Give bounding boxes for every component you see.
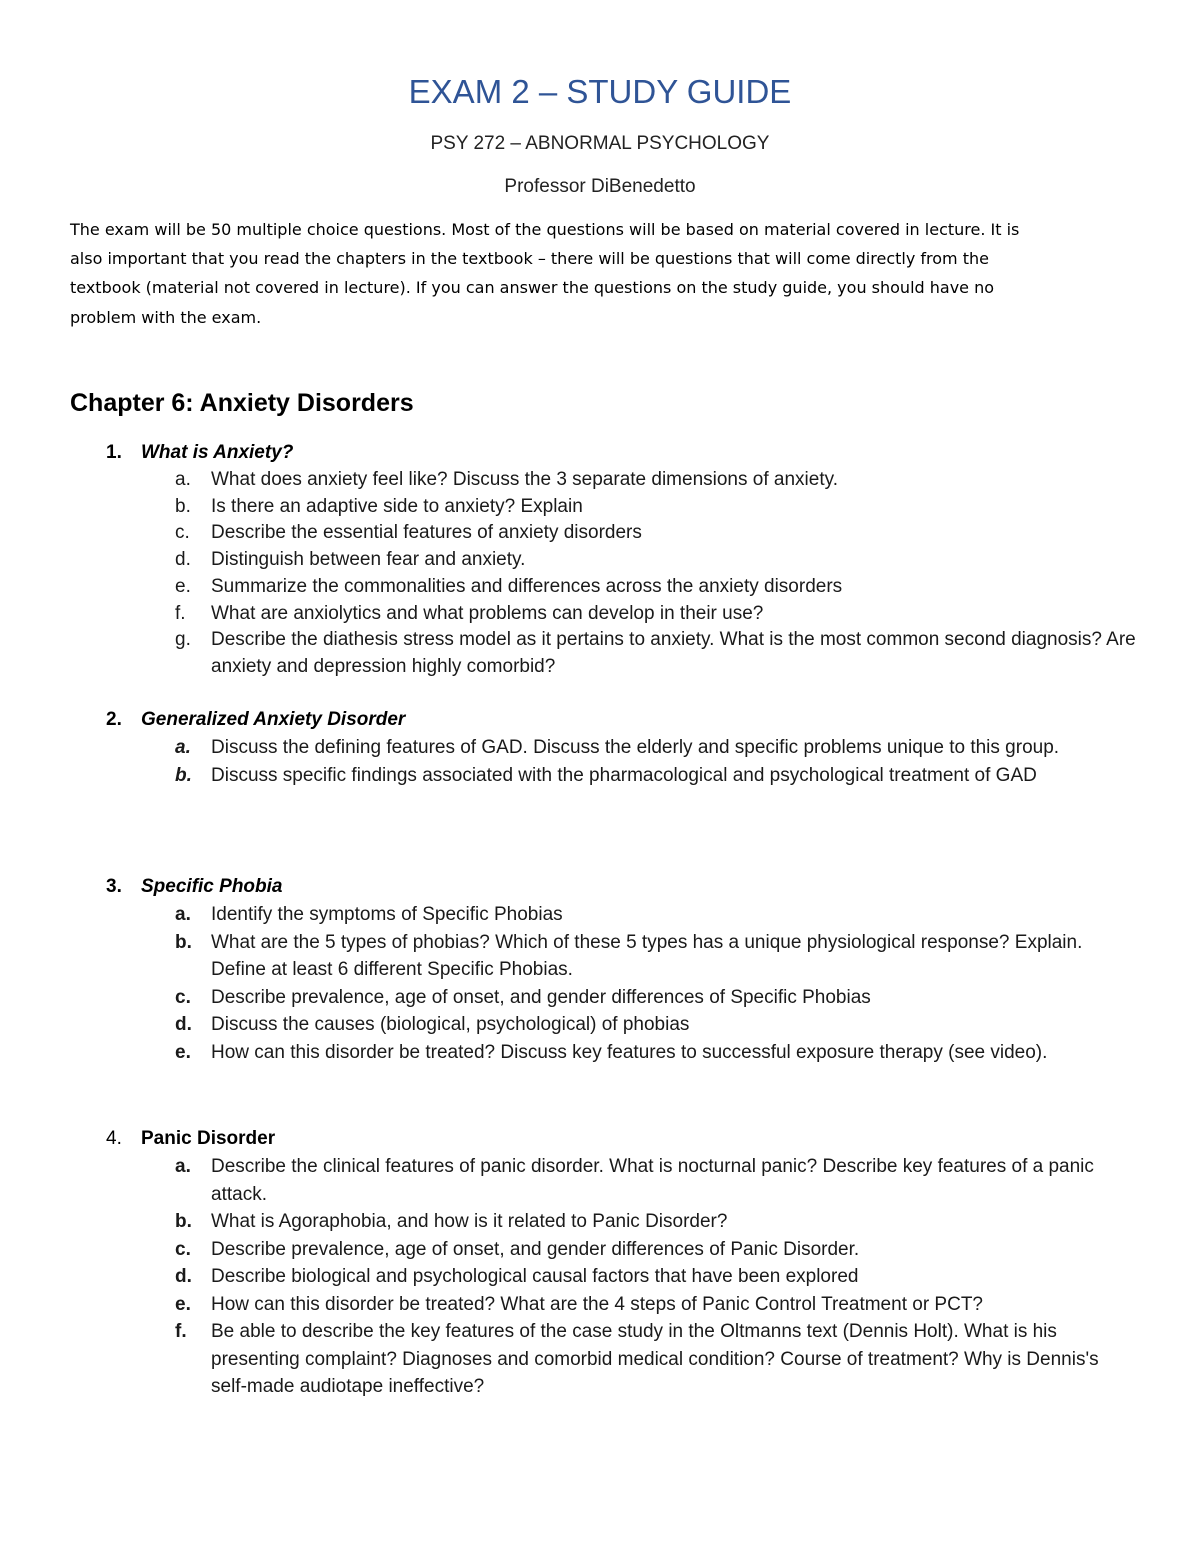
section-title: Generalized Anxiety Disorder [141, 709, 406, 730]
intro-line: The exam will be 50 multiple choice questions. Most of the questions will be based on material covered in lecture. It is [70, 220, 1020, 239]
section-heading [0, 1125, 1200, 1153]
list-item [0, 467, 1200, 494]
list-item [0, 1291, 1200, 1319]
section-panic-disorder [0, 1125, 1200, 1401]
question-list [0, 901, 1200, 1066]
intro-paragraph [70, 215, 1130, 332]
item-text: Discuss the causes (biological, psychological) of phobias [211, 1014, 690, 1035]
item-text: Describe biological and psychological causal factors that have been explored [211, 1266, 859, 1287]
question-list [0, 734, 1200, 789]
list-item [0, 1011, 1200, 1039]
item-letter: d. [175, 1014, 192, 1035]
item-text: Describe the clinical features of panic disorder. What is nocturnal panic? Describe key features of a panic attack. [211, 1156, 1094, 1205]
page-title: EXAM 2 – STUDY GUIDE [408, 73, 792, 110]
item-text: What is Agoraphobia, and how is it related to Panic Disorder? [211, 1211, 728, 1232]
section-heading [0, 873, 1200, 901]
item-text: What does anxiety feel like? Discuss the 3 separate dimensions of anxiety. [211, 469, 838, 490]
item-letter: c. [175, 986, 191, 1008]
item-text: How can this disorder be treated? Discuss key features to successful exposure therapy (see video). [211, 1041, 1048, 1063]
list-item [0, 1318, 1200, 1401]
item-letter: b. [175, 495, 191, 517]
section-heading [0, 706, 1200, 734]
item-text: Discuss specific findings associated with the pharmacological and psychological treatment of GAD [211, 764, 1037, 786]
item-letter: e. [175, 575, 191, 597]
list-item [0, 574, 1200, 601]
item-text: Is there an adaptive side to anxiety? Explain [211, 495, 583, 517]
item-text: What are anxiolytics and what problems can develop in their use? [211, 602, 764, 624]
item-text: How can this disorder be treated? What are the 4 steps of Panic Control Treatment or PCT? [211, 1293, 983, 1315]
item-letter: f. [175, 602, 186, 624]
list-item [0, 520, 1200, 547]
item-letter: b. [175, 764, 192, 786]
list-item [0, 1236, 1200, 1264]
list-item [0, 1208, 1200, 1236]
list-item [0, 901, 1200, 929]
item-text: Discuss the defining features of GAD. Discuss the elderly and specific problems unique to this group. [211, 737, 1060, 758]
chapter-heading: Chapter 6: Anxiety Disorders [70, 389, 414, 417]
list-item [0, 1263, 1200, 1291]
section-heading [0, 439, 1200, 467]
section-number: 4. [106, 1128, 122, 1149]
item-text: Be able to describe the key features of the case study in the Oltmanns text (Dennis Holt). What is his presenting complaint? Diagnoses and comorbid medical condition? Course of treatment? Why is Dennis's self-made audiotape ineffective? [211, 1321, 1099, 1397]
item-letter: b. [175, 931, 192, 953]
section-specific-phobia [0, 873, 1200, 1066]
item-text: Identify the symptoms of Specific Phobias [211, 904, 563, 925]
intro-line: textbook (material not covered in lecture). If you can answer the questions on the study guide, you should have no [70, 278, 995, 298]
item-letter: a. [175, 469, 191, 490]
course-name: PSY 272 – ABNORMAL PSYCHOLOGY [430, 133, 770, 154]
item-text: Describe prevalence, age of onset, and gender differences of Specific Phobias [211, 986, 871, 1008]
item-letter: e. [175, 1041, 191, 1063]
section-number: 1. [106, 442, 122, 463]
item-letter: e. [175, 1293, 191, 1315]
item-text: Describe the diathesis stress model as it pertains to anxiety. What is the most common second diagnosis? Are anxiety and depression highly comorbid? [211, 629, 1136, 677]
item-letter: a. [175, 737, 191, 758]
item-letter: f. [175, 1321, 187, 1342]
list-item [0, 734, 1200, 762]
list-item [0, 547, 1200, 574]
list-item [0, 601, 1200, 628]
item-letter: a. [175, 904, 191, 925]
section-what-is-anxiety [0, 439, 1200, 681]
item-letter: c. [175, 522, 190, 544]
list-item [0, 929, 1200, 984]
question-list [0, 467, 1200, 681]
intro-line: also important that you read the chapters in the textbook – there will be questions that will come directly from the [70, 249, 989, 269]
section-number: 3. [106, 876, 122, 897]
list-item [0, 984, 1200, 1012]
item-letter: b. [175, 1211, 192, 1232]
section-generalized-anxiety-disorder [0, 706, 1200, 789]
item-letter: c. [175, 1238, 191, 1260]
section-title: Panic Disorder [141, 1128, 276, 1149]
item-text: Distinguish between fear and anxiety. [211, 549, 526, 571]
item-letter: d. [175, 1266, 192, 1287]
section-title: Specific Phobia [141, 876, 283, 897]
section-number: 2. [106, 709, 122, 730]
section-title: What is Anxiety? [141, 442, 294, 463]
item-letter: d. [175, 549, 191, 571]
item-text: Describe prevalence, age of onset, and gender differences of Panic Disorder. [211, 1238, 860, 1260]
list-item [0, 494, 1200, 521]
list-item [0, 762, 1200, 790]
intro-line: problem with the exam. [70, 307, 262, 327]
list-item [0, 627, 1200, 680]
item-letter: g. [175, 629, 191, 651]
item-text: Summarize the commonalities and differences across the anxiety disorders [211, 575, 843, 597]
item-text: What are the 5 types of phobias? Which of these 5 types has a unique physiological response? Explain. Define at least 6 different Specific Phobias. [211, 931, 1083, 980]
item-text: Describe the essential features of anxiety disorders [211, 522, 642, 544]
professor-name: Professor DiBenedetto [504, 176, 696, 197]
question-list [0, 1153, 1200, 1401]
list-item [0, 1153, 1200, 1208]
item-letter: a. [175, 1156, 191, 1177]
list-item [0, 1039, 1200, 1067]
